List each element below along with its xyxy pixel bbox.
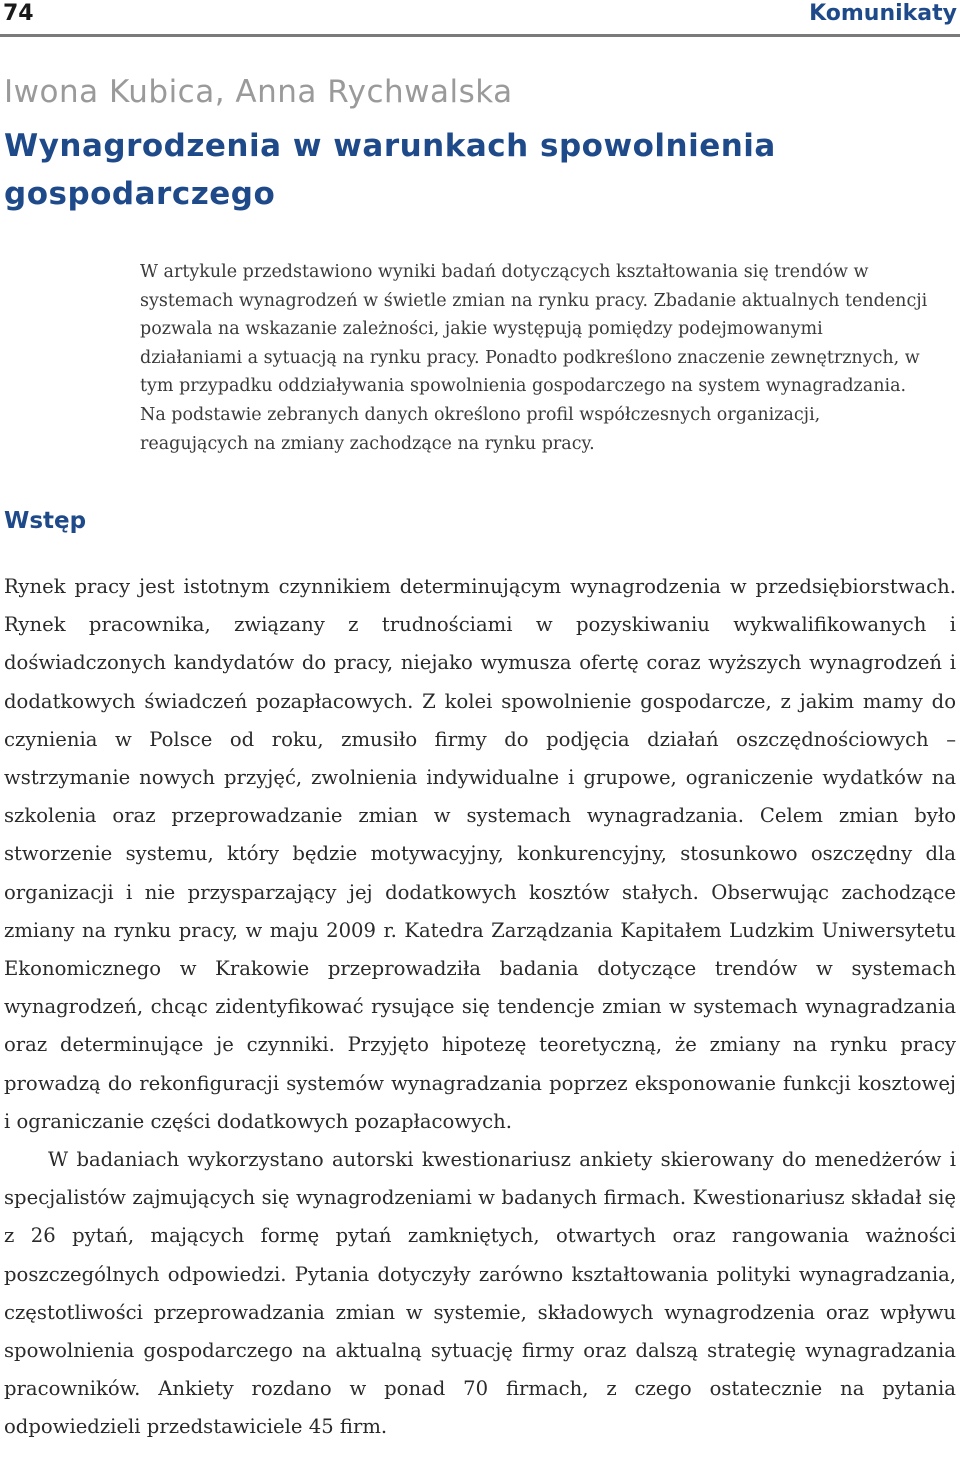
article-authors: Iwona Kubica, Anna Rychwalska <box>4 74 513 110</box>
section-heading: Wstęp <box>4 508 87 534</box>
body-paragraph: Rynek pracy jest istotnym czynnikiem determinującym wynagrodzenia w przedsiębiorstwach. Rynek pracownika, związany z trudnościami w pozyskiwaniu wykwalifikowanych i doświadczonych kandydatów do pracy, niejako wymusza ofertę coraz wyższych wynagrodzeń i dodatkowych świadczeń pozapłacowych. Z kolei spowolnienie gospodarcze, z jakim mamy do czynienia w Polsce od roku, zmusiło firmy do podjęcia działań oszczędnościowych – wstrzymanie nowych przyjęć, zwolnienia indywidualne i grupowe, ograniczenie wydatków na szkolenia oraz przeprowadzanie zmian w systemach wynagradzania. Celem zmian było stworzenie systemu, który będzie motywacyjny, konkurencyjny, stosunkowo oszczędny dla organizacji i nie przysparzający jej dodatkowych kosztów stałych. Obserwując zachodzące zmiany na rynku pracy, w maju 2009 r. Katedra Zarządzania Kapitałem Ludzkim Uniwersytetu Ekonomicznego w Krakowie przeprowadziła badania dotyczące trendów w systemach wynagrodzeń, chcąc zidentyfikować rysujące się tendencje zmian w systemach wynagradzania oraz determinujące je czynniki. Przyjęto hipotezę teoretyczną, że zmiany na rynku pracy prowadzą do rekonfiguracji systemów wynagradzania poprzez eksponowanie funkcji kosztowej i ograniczanie części dodatkowych pozapłacowych. <box>4 575 956 1133</box>
page-header <box>0 0 960 37</box>
section-name: Komunikaty <box>809 1 957 26</box>
page-number: 74 <box>3 1 34 26</box>
body-paragraph: W badaniach wykorzystano autorski kwestionariusz ankiety skierowany do menedżerów i specjalistów zajmujących się wynagrodzeniami w badanych firmach. Kwestionariusz składał się z 26 pytań, mających formę pytań zamkniętych, otwartych oraz rangowania ważności poszczególnych odpowiedzi. Pytania dotyczyły zarówno kształtowania polityki wynagradzania, częstotliwości przeprowadzania zmian w systemie, składowych wynagrodzenia oraz wpływu spowolnienia gospodarczego na aktualną sytuację firmy oraz dalszą strategię wynagradzania pracowników. Ankiety rozdano w ponad 70 firmach, z czego ostatecznie na pytania odpowiedzieli przedstawiciele 45 firm. <box>4 1148 956 1439</box>
article-body <box>4 568 956 1447</box>
article-abstract: W artykule przedstawiono wyniki badań dotyczących kształtowania się trendów w systemach wynagrodzeń w świetle zmian na rynku pracy. Zbadanie aktualnych tendencji pozwala na wskazanie zależności, jakie występują pomiędzy podejmowanymi działaniami a sytuacją na rynku pracy. Ponadto podkreślono znaczenie zewnętrznych, w tym przypadku oddziaływania spowolnienia gospodarczego na system wynagradzania. Na podstawie zebranych danych określono profil współczesnych organizacji, reagujących na zmiany zachodzące na rynku pracy. <box>140 262 928 454</box>
article-title: Wynagrodzenia w warunkach spowolnienia gospodarczego <box>4 128 776 212</box>
